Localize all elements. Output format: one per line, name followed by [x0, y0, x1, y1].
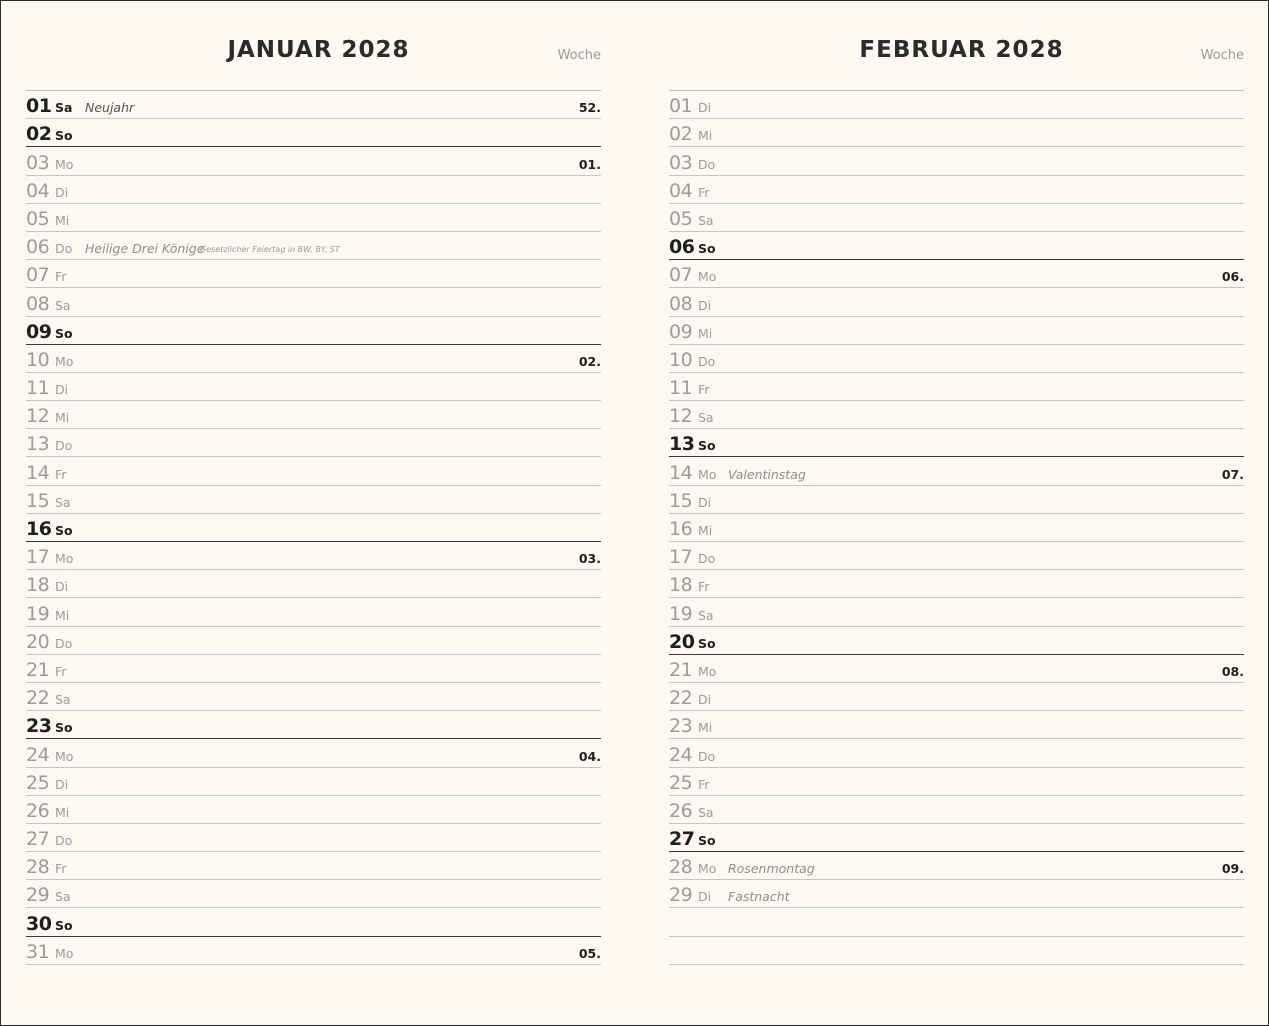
weekday-abbr: Mo [55, 945, 74, 961]
day-number: 25 [26, 771, 50, 794]
empty-row [669, 908, 1244, 936]
day-row [26, 317, 601, 345]
weekday-abbr: Mi [698, 128, 713, 144]
day-number: 21 [669, 658, 693, 681]
weekday-abbr: Mo [698, 269, 717, 285]
day-row [26, 288, 601, 316]
weekday-abbr: Mo [698, 861, 717, 877]
weekday-abbr: Do [55, 438, 73, 454]
day-row [26, 119, 601, 147]
weekday-abbr: Fr [55, 466, 67, 482]
weekday-abbr: Sa [55, 889, 71, 905]
day-row [669, 232, 1244, 260]
day-number: 04 [669, 179, 693, 202]
weekday-abbr: Mi [698, 523, 713, 538]
day-row [26, 514, 601, 542]
holiday-label: Valentinstag [728, 466, 806, 482]
weekday-abbr: Do [698, 353, 716, 369]
day-number: 10 [669, 348, 693, 371]
day-list [669, 90, 1244, 965]
day-row [26, 683, 601, 711]
weekday-abbr: Di [55, 579, 69, 595]
weekday-abbr: Di [698, 100, 712, 116]
weekday-abbr: So [55, 325, 73, 341]
weekday-abbr: Mo [55, 551, 74, 567]
day-row [669, 796, 1244, 824]
day-number: 20 [26, 630, 50, 653]
weekday-abbr: Mi [55, 410, 70, 426]
holiday-label: Fastnacht [728, 889, 790, 905]
week-number: 52. [578, 100, 601, 116]
weekday-abbr: Fr [698, 776, 710, 792]
day-number: 05 [669, 207, 693, 230]
day-row [26, 260, 601, 288]
weekday-abbr: Mi [698, 720, 713, 736]
weekday-abbr: Mi [698, 325, 713, 341]
day-row [669, 457, 1244, 485]
day-row [26, 429, 601, 457]
month-title: JANUAR 2028 [227, 37, 410, 63]
day-row [26, 542, 601, 570]
day-row [669, 204, 1244, 232]
day-row [669, 429, 1244, 457]
day-row [669, 514, 1244, 542]
weekday-abbr: Di [55, 776, 69, 792]
day-row [26, 824, 601, 852]
day-number: 26 [26, 799, 50, 822]
month-title: FEBRUAR 2028 [859, 37, 1064, 63]
weekday-abbr: Di [55, 382, 69, 398]
day-number: 15 [669, 489, 693, 512]
day-number: 17 [669, 546, 693, 569]
weekday-abbr: Mo [55, 353, 74, 369]
day-number: 12 [669, 405, 693, 428]
weekday-abbr: So [55, 917, 73, 933]
holiday-label: Rosenmontag [728, 861, 815, 877]
weekday-abbr: Do [698, 551, 716, 567]
weekday-abbr: Di [55, 184, 69, 200]
day-row [26, 711, 601, 739]
day-number: 29 [669, 884, 693, 907]
day-number: 13 [26, 433, 50, 456]
day-number: 02 [669, 123, 693, 146]
day-row [669, 570, 1244, 598]
day-number: 11 [669, 377, 693, 400]
day-number: 24 [669, 743, 693, 766]
day-number: 21 [26, 658, 50, 681]
weekday-abbr: Do [55, 833, 73, 849]
weekday-abbr: Fr [698, 579, 710, 595]
day-number: 14 [26, 461, 50, 484]
day-number: 06 [26, 236, 50, 259]
day-row [669, 486, 1244, 514]
week-number: 01. [578, 156, 601, 172]
day-row [669, 147, 1244, 175]
month-page-february [669, 1, 1244, 1025]
week-number: 08. [1221, 663, 1244, 679]
day-number: 25 [669, 771, 693, 794]
weekday-abbr: So [55, 720, 73, 736]
day-number: 09 [669, 320, 693, 343]
weekday-abbr: Sa [698, 804, 714, 820]
day-number: 12 [26, 405, 50, 428]
day-row [26, 232, 601, 260]
day-row [669, 739, 1244, 767]
week-column-header: Woche [1200, 48, 1244, 63]
week-number: 09. [1221, 861, 1244, 877]
week-number: 02. [578, 353, 601, 369]
day-row [669, 880, 1244, 908]
weekday-abbr: Do [55, 241, 73, 257]
day-number: 15 [26, 489, 50, 512]
day-row [26, 373, 601, 401]
weekday-abbr: Di [698, 889, 712, 905]
day-number: 13 [669, 433, 695, 456]
day-row [669, 91, 1244, 119]
weekday-abbr: Do [55, 635, 73, 651]
day-number: 31 [26, 940, 50, 963]
day-number: 18 [26, 574, 50, 597]
day-row [669, 655, 1244, 683]
day-row [669, 288, 1244, 316]
week-number: 03. [578, 551, 601, 567]
weekday-abbr: Di [698, 297, 712, 313]
week-number: 05. [578, 945, 601, 961]
day-number: 19 [669, 602, 693, 625]
day-number: 16 [669, 518, 693, 540]
weekday-abbr: Fr [55, 861, 67, 877]
day-number: 18 [669, 574, 693, 597]
weekday-abbr: Sa [698, 607, 714, 623]
day-number: 03 [669, 151, 693, 174]
day-number: 03 [26, 151, 50, 174]
day-number: 01 [26, 95, 52, 118]
day-row [669, 345, 1244, 373]
weekday-abbr: Fr [55, 269, 67, 285]
day-number: 22 [26, 687, 50, 710]
weekday-abbr: Di [698, 494, 712, 510]
day-row [26, 937, 601, 965]
day-row [26, 401, 601, 429]
day-row [669, 768, 1244, 796]
weekday-abbr: So [698, 241, 716, 257]
weekday-abbr: Mi [55, 804, 70, 820]
weekday-abbr: Mo [55, 156, 74, 172]
weekday-abbr: Sa [55, 297, 71, 313]
day-number: 20 [669, 630, 695, 653]
day-row [26, 176, 601, 204]
weekday-abbr: Do [698, 748, 716, 764]
day-number: 11 [26, 377, 50, 400]
day-number: 26 [669, 799, 693, 822]
day-row [26, 570, 601, 598]
day-number: 28 [26, 856, 50, 879]
week-number: 07. [1221, 466, 1244, 482]
day-number: 23 [26, 715, 52, 738]
weekday-abbr: Do [698, 156, 716, 172]
weekday-abbr: Mi [55, 212, 70, 228]
day-row [669, 119, 1244, 147]
day-row [26, 655, 601, 683]
weekday-abbr: Mi [55, 607, 70, 623]
day-row [669, 824, 1244, 852]
day-row [26, 908, 601, 936]
weekday-abbr: Mo [55, 748, 74, 764]
day-number: 29 [26, 884, 50, 907]
week-column-header: Woche [557, 48, 601, 63]
day-row [669, 317, 1244, 345]
day-row [669, 627, 1244, 655]
day-number: 27 [26, 828, 50, 851]
day-number: 04 [26, 179, 50, 202]
day-row [26, 147, 601, 175]
day-number: 02 [26, 123, 52, 146]
weekday-abbr: Fr [698, 184, 710, 200]
day-row [26, 345, 601, 373]
day-row [669, 683, 1244, 711]
weekday-abbr: Sa [55, 100, 73, 116]
day-row [26, 457, 601, 485]
weekday-abbr: Mo [698, 663, 717, 679]
day-row [669, 598, 1244, 626]
day-number: 24 [26, 743, 50, 766]
day-number: 10 [26, 348, 50, 371]
day-number: 07 [26, 264, 50, 287]
day-row [669, 260, 1244, 288]
empty-row [669, 937, 1244, 965]
weekday-abbr: Di [698, 692, 712, 708]
holiday-note: Gesetzlicher Feiertag in BW, BY, ST [200, 245, 340, 255]
day-row [26, 739, 601, 767]
day-number: 06 [669, 236, 695, 259]
weekday-abbr: Fr [55, 663, 67, 679]
day-row [669, 542, 1244, 570]
day-row [26, 204, 601, 232]
day-number: 30 [26, 912, 52, 935]
day-row [26, 880, 601, 908]
weekday-abbr: So [55, 128, 73, 144]
weekday-abbr: So [698, 438, 716, 454]
weekday-abbr: Sa [55, 692, 71, 708]
weekday-abbr: Sa [698, 410, 714, 426]
day-number: 27 [669, 828, 695, 851]
day-number: 09 [26, 320, 52, 343]
weekday-abbr: So [698, 635, 716, 651]
weekday-abbr: Mo [698, 466, 717, 482]
day-row [26, 598, 601, 626]
day-row [26, 91, 601, 119]
day-row [669, 373, 1244, 401]
day-number: 28 [669, 856, 693, 879]
weekday-abbr: So [698, 833, 716, 849]
day-row [26, 852, 601, 880]
day-number: 08 [669, 292, 693, 315]
day-number: 01 [669, 95, 693, 118]
day-number: 17 [26, 546, 50, 569]
day-number: 05 [26, 207, 50, 230]
weekday-abbr: Sa [698, 212, 714, 228]
weekday-abbr: So [55, 523, 73, 538]
weekday-abbr: Fr [698, 382, 710, 398]
day-row [26, 796, 601, 824]
day-number: 07 [669, 264, 693, 287]
day-number: 23 [669, 715, 693, 738]
week-number: 04. [578, 748, 601, 764]
day-number: 19 [26, 602, 50, 625]
week-number: 06. [1221, 269, 1244, 285]
day-number: 16 [26, 518, 52, 540]
month-page-january [26, 1, 601, 1025]
day-number: 22 [669, 687, 693, 710]
day-row [26, 627, 601, 655]
holiday-label: Neujahr [85, 100, 135, 116]
day-number: 08 [26, 292, 50, 315]
day-row [669, 401, 1244, 429]
day-row [26, 768, 601, 796]
day-row [669, 852, 1244, 880]
day-list [26, 90, 601, 965]
day-number: 14 [669, 461, 693, 484]
holiday-label: Heilige Drei Könige [85, 241, 205, 257]
day-row [669, 711, 1244, 739]
day-row [669, 176, 1244, 204]
weekday-abbr: Sa [55, 494, 71, 510]
day-row [26, 486, 601, 514]
